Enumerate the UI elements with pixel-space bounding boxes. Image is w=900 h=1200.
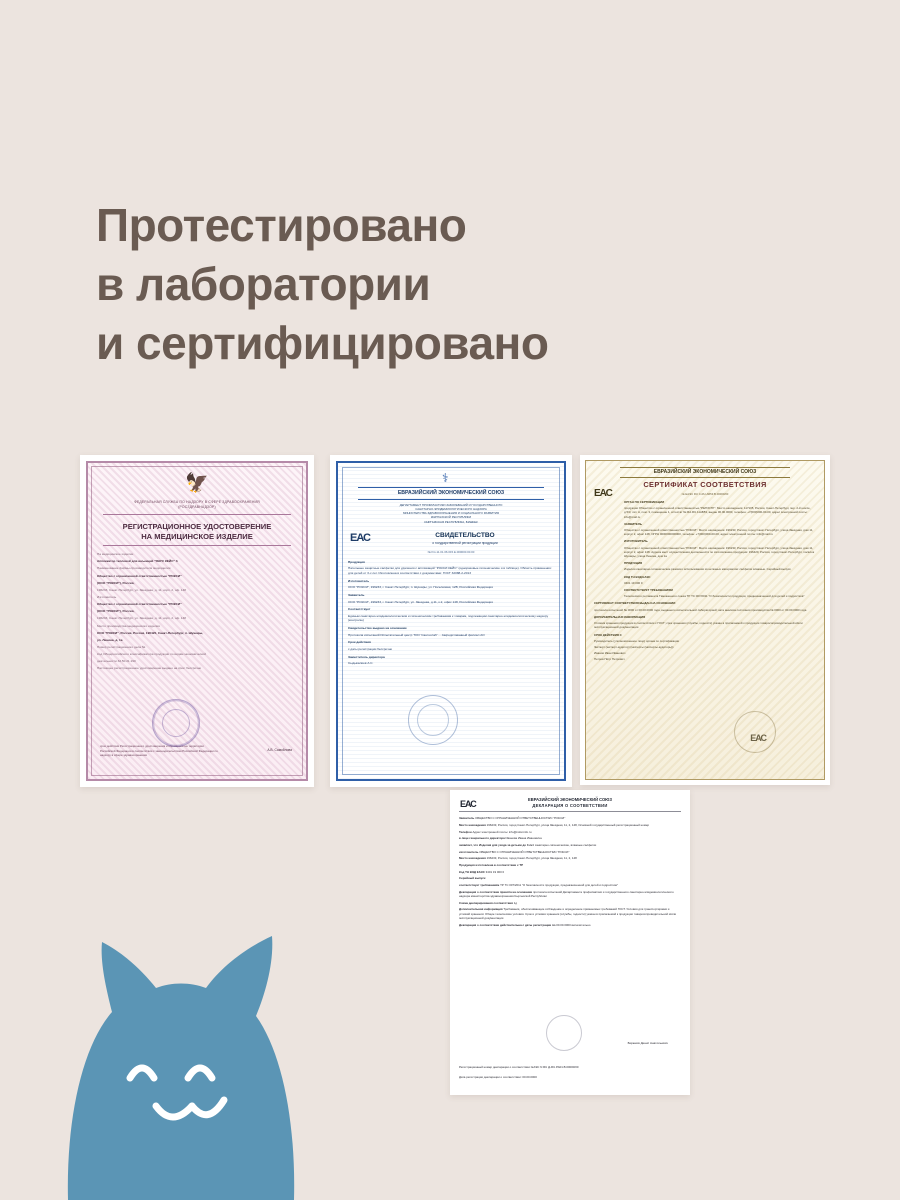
blue-cat-mascot xyxy=(60,870,320,1200)
section-heading: ОРГАН ПО СЕРТИФИКАЦИИ xyxy=(624,500,665,505)
field-label: Заявитель xyxy=(459,816,475,821)
field-label: заявляет, что Изделия для ухода за детьми до 3 лет xyxy=(459,842,535,847)
authority-line: ДЕПАРТАМЕНТ ПРОФИЛАКТИКИ ЗАБОЛЕВАНИЙ И ГОСУДАРСТВЕННОГО xyxy=(399,502,503,507)
field-label: Место нахождения xyxy=(459,856,486,861)
certificate-subtitle: о государственной регистрации продукции xyxy=(432,541,498,546)
certificate-title-line-1: РЕГИСТРАЦИОННОЕ УДОСТОВЕРЕНИЕ xyxy=(122,522,272,532)
section-text: Нательные защитные салфетки для удаления с аппликаций "РОКСИ КЕЙС" (одноразовые гигиенические и в таблице). Область применения: для детей от 3-х лет. Изготовлена в соответствии с документами: ГОСТ 32088-2-2013 xyxy=(348,566,552,575)
eac-conformity-mark-icon: ЕАС xyxy=(460,799,476,809)
section-heading: ПРОДУКЦИЯ xyxy=(624,561,643,566)
certificate-title: СВИДЕТЕЛЬСТВО xyxy=(435,531,495,539)
eac-conformity-mark-icon: ЕАС xyxy=(594,488,612,499)
signature-label: Заместитель директора xyxy=(348,654,385,659)
field-row: На медицинское изделие xyxy=(97,552,134,557)
divider xyxy=(459,811,681,812)
section-text: ООО "РОКСИ", 196233, г. Санкт-Петербург, п. Шушары, ул. Поселковая, 12В, Российская Федерация xyxy=(348,585,493,590)
field-label: Декларация о соответствии принята на основании xyxy=(459,889,533,894)
signature-name: Бирюков Денис Анатольевич xyxy=(627,1040,668,1045)
field-label: Место нахождения xyxy=(459,822,486,827)
section-text: Общество с ограниченной ответственностью "РОКСИ". Место нахождения: 196233, Россия, город Санкт-Петербург, улица Звездная, дом 11, корпус 2, офис 148, ОГРН 0000000000000, телефон: +7(000)000-00-00, адрес электронной почты: info@mail.ru xyxy=(624,528,814,537)
certificate-frame xyxy=(585,460,825,780)
field-value: ТР ТС 007/2011 "О безопасности продукции, предназначенной для детей и подростков" xyxy=(500,882,618,887)
certificate-card-declaration[interactable] xyxy=(450,790,690,1095)
declaration-title: ДЕКЛАРАЦИЯ О СООТВЕТСТВИИ xyxy=(532,803,608,809)
field-row xyxy=(459,907,681,920)
section-heading: СЕРТИФИКАТ СООТВЕТСТВИЯ ВЫДАН НА ОСНОВАНИИ xyxy=(594,601,676,606)
field-row xyxy=(459,876,681,880)
certificate-fields xyxy=(97,552,297,671)
section-text: Условия хранения продукции в соответствии с ГОСТ; срок хранения (службы, годности) указан в прилагаемой к продукции товаросопроводительной и/или эксплуатационной документации xyxy=(594,621,803,630)
field-value: Иванова Ивана Ивановича xyxy=(505,836,542,841)
field-value: ОБЩЕСТВО С ОГРАНИЧЕННОЙ ОТВЕТСТВЕННОСТЬЮ "РОКСИ" xyxy=(475,816,566,821)
field-value: санитарно-гигиенические, влажные салфетки xyxy=(534,842,597,847)
section-text: Протокола испытаний Испытательный центр ТОО 'Сантехлаб' ... Аккредитованный филиал АО xyxy=(348,632,485,637)
section-heading: ДОПОЛНИТЕЛЬНАЯ ИНФОРМАЦИЯ xyxy=(594,614,646,619)
field-row xyxy=(459,850,681,854)
russian-coat-of-arms-icon: 🦅 xyxy=(185,473,209,494)
field-label: Серийный выпуск xyxy=(459,876,486,881)
declaration-header xyxy=(459,797,681,809)
union-name: ЕВРАЗИЙСКИЙ ЭКОНОМИЧЕСКИЙ СОЮЗ xyxy=(358,487,544,500)
union-name: ЕВРАЗИЙСКИЙ ЭКОНОМИЧЕСКИЙ СОЮЗ xyxy=(620,467,790,478)
field-row: Код Общероссийского классификатора продукции по видам экономической xyxy=(97,652,206,657)
signature-name: Сыдыкалиев А.С. xyxy=(348,661,374,666)
field-row: Наименование фирмы-производителя медизделия xyxy=(97,566,171,571)
field-row: 196233, Санкт-Петербург, ул. Звездная, д. 11, корп. 2, оф. 148 xyxy=(97,587,187,592)
official-stamp xyxy=(546,1015,582,1051)
section-heading: СРОК ДЕЙСТВИЯ С xyxy=(594,632,622,637)
field-value: 196233, Россия, город Санкт-Петербург, улица Звездная, 11, 2, 148 xyxy=(486,856,577,861)
field-row: ООО "РОКСИ", Россия, Россия, 196420, Санкт-Петербург, п. Шушары, xyxy=(97,630,204,635)
registration-number-line: Регистрационный номер декларации о соответствии: ЕАЭС N RU Д-RU.РА01.В.00000/00 xyxy=(459,1064,579,1069)
field-row: Настоящее регистрационное удостоверение выдано на срок: бессрочно xyxy=(97,666,202,671)
authority-line: МИНИСТЕРСТВА ЗДРАВООХРАНЕНИЯ И СОЦИАЛЬНОГО РАЗВИТИЯ xyxy=(402,511,500,516)
certificate-title-line-2: НА МЕДИЦИНСКОЕ ИЗДЕЛИЕ xyxy=(141,531,253,541)
section-heading: Заявитель xyxy=(348,592,365,597)
declaration-fields xyxy=(459,816,681,927)
field-label: Декларация о соответствии действительна с даты регистрации по xyxy=(459,922,556,927)
section-heading: КОД ТН ВЭД ЕАЭС xyxy=(624,574,651,579)
field-value: протокола испытаний Департамента профилактики и государственного санитарно-эпидемиологического надзора министерства здравоохранения Кыргызской Республики xyxy=(459,889,674,898)
field-row xyxy=(459,843,681,847)
certificate-sections xyxy=(624,500,816,598)
field-row: (ООО "РОКСИ"), Россия, xyxy=(97,609,135,614)
page-title-line-3: и сертифицировано xyxy=(96,316,549,369)
union-name: ЕВРАЗИЙСКИЙ ЭКОНОМИЧЕСКИЙ СОЮЗ xyxy=(528,797,612,802)
section-heading: ЗАЯВИТЕЛЬ xyxy=(624,521,642,526)
field-row: ул. Ленина, д. 1а xyxy=(97,637,123,642)
field-value: Адрес электронной почты: info@roksi.info.ru xyxy=(472,829,532,834)
section-heading: ИЗГОТОВИТЕЛЬ xyxy=(624,539,648,544)
section-heading: Изготовитель xyxy=(348,578,370,583)
field-label: Схема декларирования соответствия xyxy=(459,900,513,905)
section-text: ООО "РОКСИ", 196233, г. Санкт-Петербург, ул. Звездная, д.11, к.2, офис 148, Российская Федерация xyxy=(348,599,493,604)
section-heading: Продукция xyxy=(348,559,365,564)
page-title-line-1: Протестировано xyxy=(96,199,467,251)
section-heading: СООТВЕТСТВУЕТ ТРЕБОВАНИЯМ xyxy=(624,588,673,593)
signature-left-label: Руководитель (уполномоченное лицо) органа по сертификации xyxy=(594,638,680,643)
eac-badge-icon: ЕАС xyxy=(750,732,766,743)
field-row: Аппликатор тепловой для инъекций "ЯНУС КЕЙС" б xyxy=(97,559,178,564)
authority-line: КЫРГЫЗСКОЙ РЕСПУБЛИКИ xyxy=(430,515,472,520)
field-row xyxy=(459,870,681,874)
agency-line-1: ФЕДЕРАЛЬНАЯ СЛУЖБА ПО НАДЗОРУ В СФЕРЕ ЗДРАВООХРАНЕНИЯ xyxy=(134,500,260,504)
field-row: Общество с ограниченной ответственностью "РОКСИ" xyxy=(97,573,182,578)
certificate-title: СЕРТИФИКАТ СООТВЕТСТВИЯ xyxy=(643,480,767,490)
section-text: протокола испытаний № 0000 от 00.00.0000 года, выданного испытательной лабораторией; акта анализа состояния производства № 0000 от 00.00.0000 года xyxy=(594,607,807,612)
field-row xyxy=(459,856,681,860)
field-value: 3401 19 000 0 xyxy=(485,869,505,874)
field-row xyxy=(459,901,681,905)
signature-left-name: Иванов Иван Иванович xyxy=(594,651,626,656)
field-row: Место производства медицинского изделия xyxy=(97,623,160,628)
mascot-body xyxy=(68,936,294,1200)
field-row: деятельности 32.50.21.190 xyxy=(97,659,136,664)
field-row: (ООО "РОКСИ"), Россия, xyxy=(97,580,135,585)
page-title xyxy=(96,196,796,373)
field-value: ОБЩЕСТВО С ОГРАНИЧЕННОЙ ОТВЕТСТВЕННОСТЬЮ "РОКСИ" xyxy=(479,849,570,854)
field-row xyxy=(459,863,681,867)
section-heading: Срок действия xyxy=(348,640,371,645)
section-heading: Соответствует xyxy=(348,607,371,612)
field-label: соответствует требованиям xyxy=(459,882,500,887)
issuing-authority xyxy=(348,503,554,524)
signature-right-label: Эксперт (эксперт-аудитор) (эксперты (эксперты-аудиторы)) xyxy=(594,644,674,649)
field-label: изготовитель xyxy=(459,849,479,854)
eaeu-emblem-icon: ⚕ xyxy=(442,471,449,485)
field-row xyxy=(459,836,681,840)
certificate-frame xyxy=(86,461,308,781)
field-value: 1д xyxy=(513,900,518,905)
divider xyxy=(103,545,291,546)
field-label: Дополнительная информация xyxy=(459,907,503,912)
certificate-card-state-registration[interactable] xyxy=(330,455,572,787)
signature-name: А.В. Самойлова xyxy=(267,748,292,753)
field-row: Изготовитель xyxy=(97,595,117,600)
divider xyxy=(103,514,291,515)
field-label: в лице генерального директора xyxy=(459,836,505,841)
field-row: Общество с ограниченной ответственностью "РОКСИ" xyxy=(97,602,182,607)
field-row xyxy=(459,823,681,827)
field-value: 00.00.0000 включительно xyxy=(556,922,591,927)
section-text: Технического регламента Таможенного союза ТР ТС 007/2011 "О безопасности продукции, предназначенной для детей и подростков" xyxy=(624,594,805,599)
certificate-footer-note: срок действия Регистрационного удостоверения и обращение на территории Российской Федерации в соответствии с законодательством Российской Федерации по надзору в сфере здравоохранения xyxy=(100,744,218,757)
field-label: Продукция изготовлена в соответствии с ТР xyxy=(459,862,524,867)
field-label: Код ТН ВЭД ЕАЭС xyxy=(459,869,485,874)
signature-right-name: Петров Пётр Петрович xyxy=(594,657,625,662)
field-row xyxy=(459,816,681,820)
section-heading: Свидетельство выдано на основании xyxy=(348,626,407,631)
authority-line: САНИТАРНО-ЭПИДЕМИОЛОГИЧЕСКОГО НАДЗОРА xyxy=(415,507,487,511)
section-text: с даты регистрации бессрочно xyxy=(348,647,393,651)
official-stamp xyxy=(408,695,458,745)
section-text: Изделия санитарно-гигиенические разового использования из нетканых материалов: салфетки влажные. Серийный выпуск xyxy=(624,567,791,572)
certificate-card-registration[interactable] xyxy=(80,455,314,787)
section-text: 3401 19 000 0 xyxy=(624,580,643,585)
agency-line-2: (РОСЗДРАВНАДЗОР) xyxy=(178,505,216,510)
section-text: Единым санитарно-эпидемиологическим и гигиеническим требованиям к товарам, подлежащим санитарно-эпидемиологическому надзору (контролю) xyxy=(348,613,549,623)
certificate-number: № KG.11.01.06.015.E.000000.00.00 xyxy=(427,550,475,555)
eac-conformity-mark-icon: ЕАС xyxy=(350,531,370,544)
certificate-card-conformity[interactable] xyxy=(580,455,830,785)
field-row xyxy=(459,830,681,834)
official-stamp xyxy=(152,699,200,747)
certificate-sections-lower xyxy=(594,601,816,661)
field-row xyxy=(459,890,681,899)
certificate-number: № ЕАЭС RU C-RU.АБ53.В.00000/00 xyxy=(681,491,729,496)
page-title-line-2: в лаборатории xyxy=(96,257,431,310)
authority-line: КЫРГЫЗСКАЯ РЕСПУБЛИКА, БИШКЕК xyxy=(424,519,478,524)
certificate-sections xyxy=(348,560,554,666)
field-row: 196233, Санкт-Петербург, ул. Звездная, д. 11, корп. 2, оф. 148 xyxy=(97,616,187,621)
section-text: Общество с ограниченной ответственностью "РОКСИ". Место нахождения: 196233, Россия, город Санкт-Петербург, улица Звездная, дом 11, корпус 2, офис 148. Адреса мест осуществления деятельности по изготовлению продукции: 196420, Россия, город Санкт-Петербург, посёлок Шушары, улица Ленина, дом 1а xyxy=(624,545,815,559)
field-label: Телефон xyxy=(459,829,472,834)
certificate-frame xyxy=(336,461,566,781)
field-value: Требования, обеспечивающие соблюдение и определение применимых требований ГОСТ. Условия для транспортировки и условий хранения: Общие технические условия. Срок и условия хранения (службы, годности) указан в прилагаемой к продукции товаросопроводительной и/или эксплуатационной документации xyxy=(459,907,677,920)
field-row: Номер регистрационного дела № xyxy=(97,645,146,650)
field-value: 196233, Россия, город Санкт-Петербург, улица Звездная, 11, 2, 148, Основной государственный регистрационный номер xyxy=(486,822,650,827)
field-row xyxy=(459,923,681,927)
field-row xyxy=(459,883,681,887)
section-text: продукции Общество с ограниченной ответственностью "РЕГИСТР". Место нахождения: 117105, Россия, Санкт-Петербург, пер. 2-й шоссе, д.5/3, лит. А, пом. 3, помещение 1, аттестат № RA.RU.11АБ53, выдан 00.00.0000, телефон: +7(000)000-00-00, адрес электронной почты: info@mail.ru xyxy=(624,506,811,519)
registration-date-line: Дата регистрации декларации о соответствии: 00.00.0000 xyxy=(459,1074,537,1079)
